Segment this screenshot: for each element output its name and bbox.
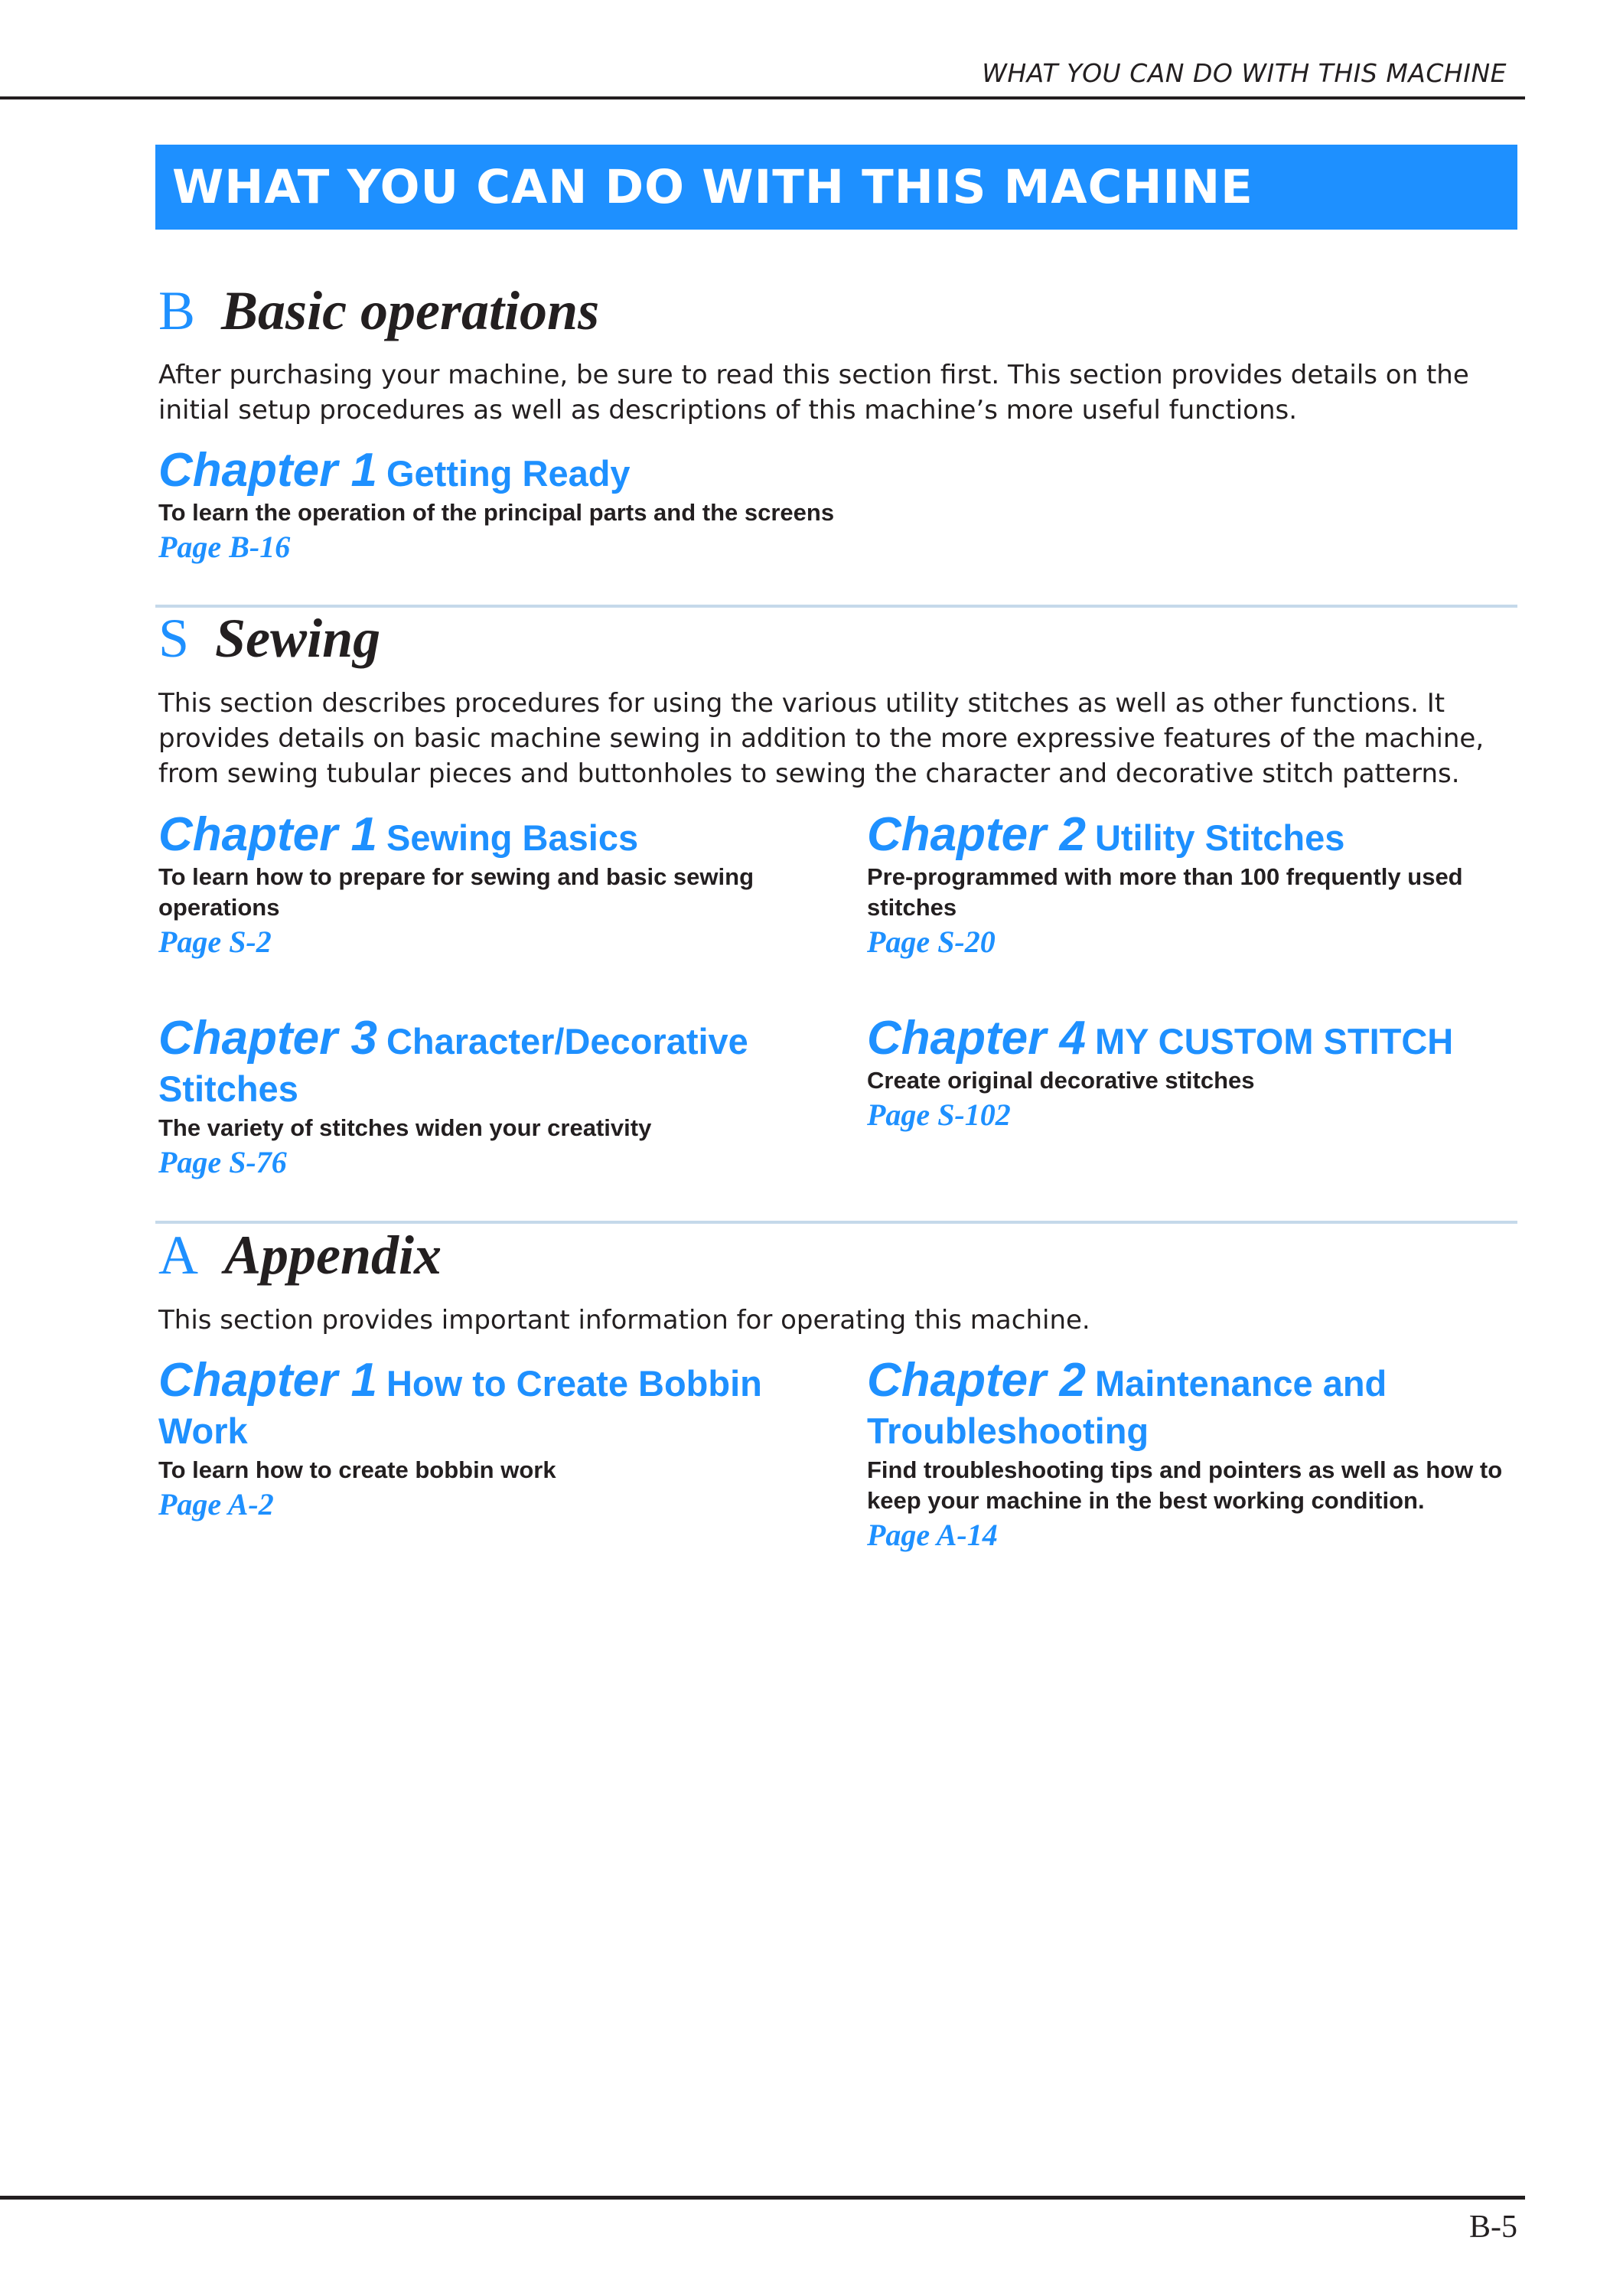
chapter-number: Chapter 2 xyxy=(867,808,1086,861)
chapter-description: Find troubleshooting tips and pointers as well as how to keep your machine in the best working condition. xyxy=(867,1456,1503,1514)
page-reference-link[interactable]: Page A-14 xyxy=(867,1518,998,1552)
footer-rule xyxy=(0,2196,1525,2200)
chapter-description: To learn the operation of the principal parts and the screens xyxy=(158,499,835,526)
chapter-entry-getting-ready[interactable] xyxy=(158,444,1459,566)
chapter-description: The variety of stitches widen your creativity xyxy=(158,1114,652,1141)
chapter-title: Character/Decorative Stitches xyxy=(158,1021,748,1109)
section-letter: B xyxy=(158,280,196,341)
header-rule xyxy=(0,96,1525,99)
chapter-heading xyxy=(867,808,1517,862)
page-number: B-5 xyxy=(1469,2210,1517,2245)
chapter-entry-bobbin-work[interactable] xyxy=(158,1354,832,1524)
page-title: WHAT YOU CAN DO WITH THIS MACHINE xyxy=(172,160,1253,214)
section-description: After purchasing your machine, be sure to read this section first. This section provides details on the initial setup procedures as well as descriptions of this machine’s more useful functions. xyxy=(158,360,1469,426)
section-letter: A xyxy=(158,1225,198,1286)
page-reference-link[interactable]: Page B-16 xyxy=(158,530,291,564)
chapter-description: Pre-programmed with more than 100 frequently used stitches xyxy=(867,863,1463,921)
chapter-number: Chapter 1 xyxy=(158,1354,377,1407)
chapter-number: Chapter 1 xyxy=(158,808,377,861)
page-reference-link[interactable]: Page S-102 xyxy=(867,1097,1011,1132)
chapter-title: Getting Ready xyxy=(386,453,631,494)
section-description: This section provides important information for operating this machine. xyxy=(158,1305,1090,1336)
chapter-title: How to Create Bobbin Work xyxy=(158,1363,762,1451)
chapter-heading xyxy=(158,444,1459,497)
chapter-entry-utility-stitches[interactable] xyxy=(867,808,1517,961)
page-reference-link[interactable]: Page S-20 xyxy=(867,925,996,959)
chapter-heading xyxy=(867,1354,1517,1455)
section-title: Sewing xyxy=(215,608,381,669)
chapter-number: Chapter 1 xyxy=(158,444,377,497)
chapter-heading xyxy=(158,1354,832,1455)
chapter-title: Sewing Basics xyxy=(386,817,639,858)
chapter-description: Create original decorative stitches xyxy=(867,1067,1255,1094)
chapter-description: To learn how to create bobbin work xyxy=(158,1456,556,1483)
chapter-entry-character-decorative-stitches[interactable] xyxy=(158,1012,832,1182)
page-reference-link[interactable]: Page S-76 xyxy=(158,1145,287,1179)
chapter-number: Chapter 4 xyxy=(867,1012,1086,1065)
chapter-entry-sewing-basics[interactable] xyxy=(158,808,832,961)
chapter-title: Maintenance and Troubleshooting xyxy=(867,1363,1387,1451)
section-heading-sewing xyxy=(158,607,380,670)
chapter-heading xyxy=(158,1012,832,1113)
chapter-entry-maintenance-troubleshooting[interactable] xyxy=(867,1354,1517,1554)
section-heading-appendix xyxy=(158,1224,442,1287)
page-reference-link[interactable]: Page S-2 xyxy=(158,925,272,959)
section-title: Basic operations xyxy=(221,280,600,341)
chapter-heading xyxy=(158,808,832,862)
chapter-number: Chapter 2 xyxy=(867,1354,1086,1407)
page-reference-link[interactable]: Page A-2 xyxy=(158,1487,274,1521)
running-head: WHAT YOU CAN DO WITH THIS MACHINE xyxy=(982,58,1507,88)
chapter-entry-my-custom-stitch[interactable] xyxy=(867,1012,1517,1134)
section-letter: S xyxy=(158,608,190,669)
chapter-number: Chapter 3 xyxy=(158,1012,377,1065)
section-heading-basic-operations xyxy=(158,279,599,343)
chapter-description: To learn how to prepare for sewing and basic sewing operations xyxy=(158,863,754,921)
page-banner xyxy=(155,145,1517,230)
chapter-title: Utility Stitches xyxy=(1094,817,1345,858)
section-title: Appendix xyxy=(224,1225,442,1286)
chapter-title: MY CUSTOM STITCH xyxy=(1094,1021,1454,1062)
section-description: This section describes procedures for using the various utility stitches as well as other functions. It provides details on basic machine sewing in addition to the more expressive features of the machine, from sewing tubular pieces and buttonholes to sewing the character and decorative stitch patterns. xyxy=(158,688,1484,789)
chapter-heading xyxy=(867,1012,1517,1065)
